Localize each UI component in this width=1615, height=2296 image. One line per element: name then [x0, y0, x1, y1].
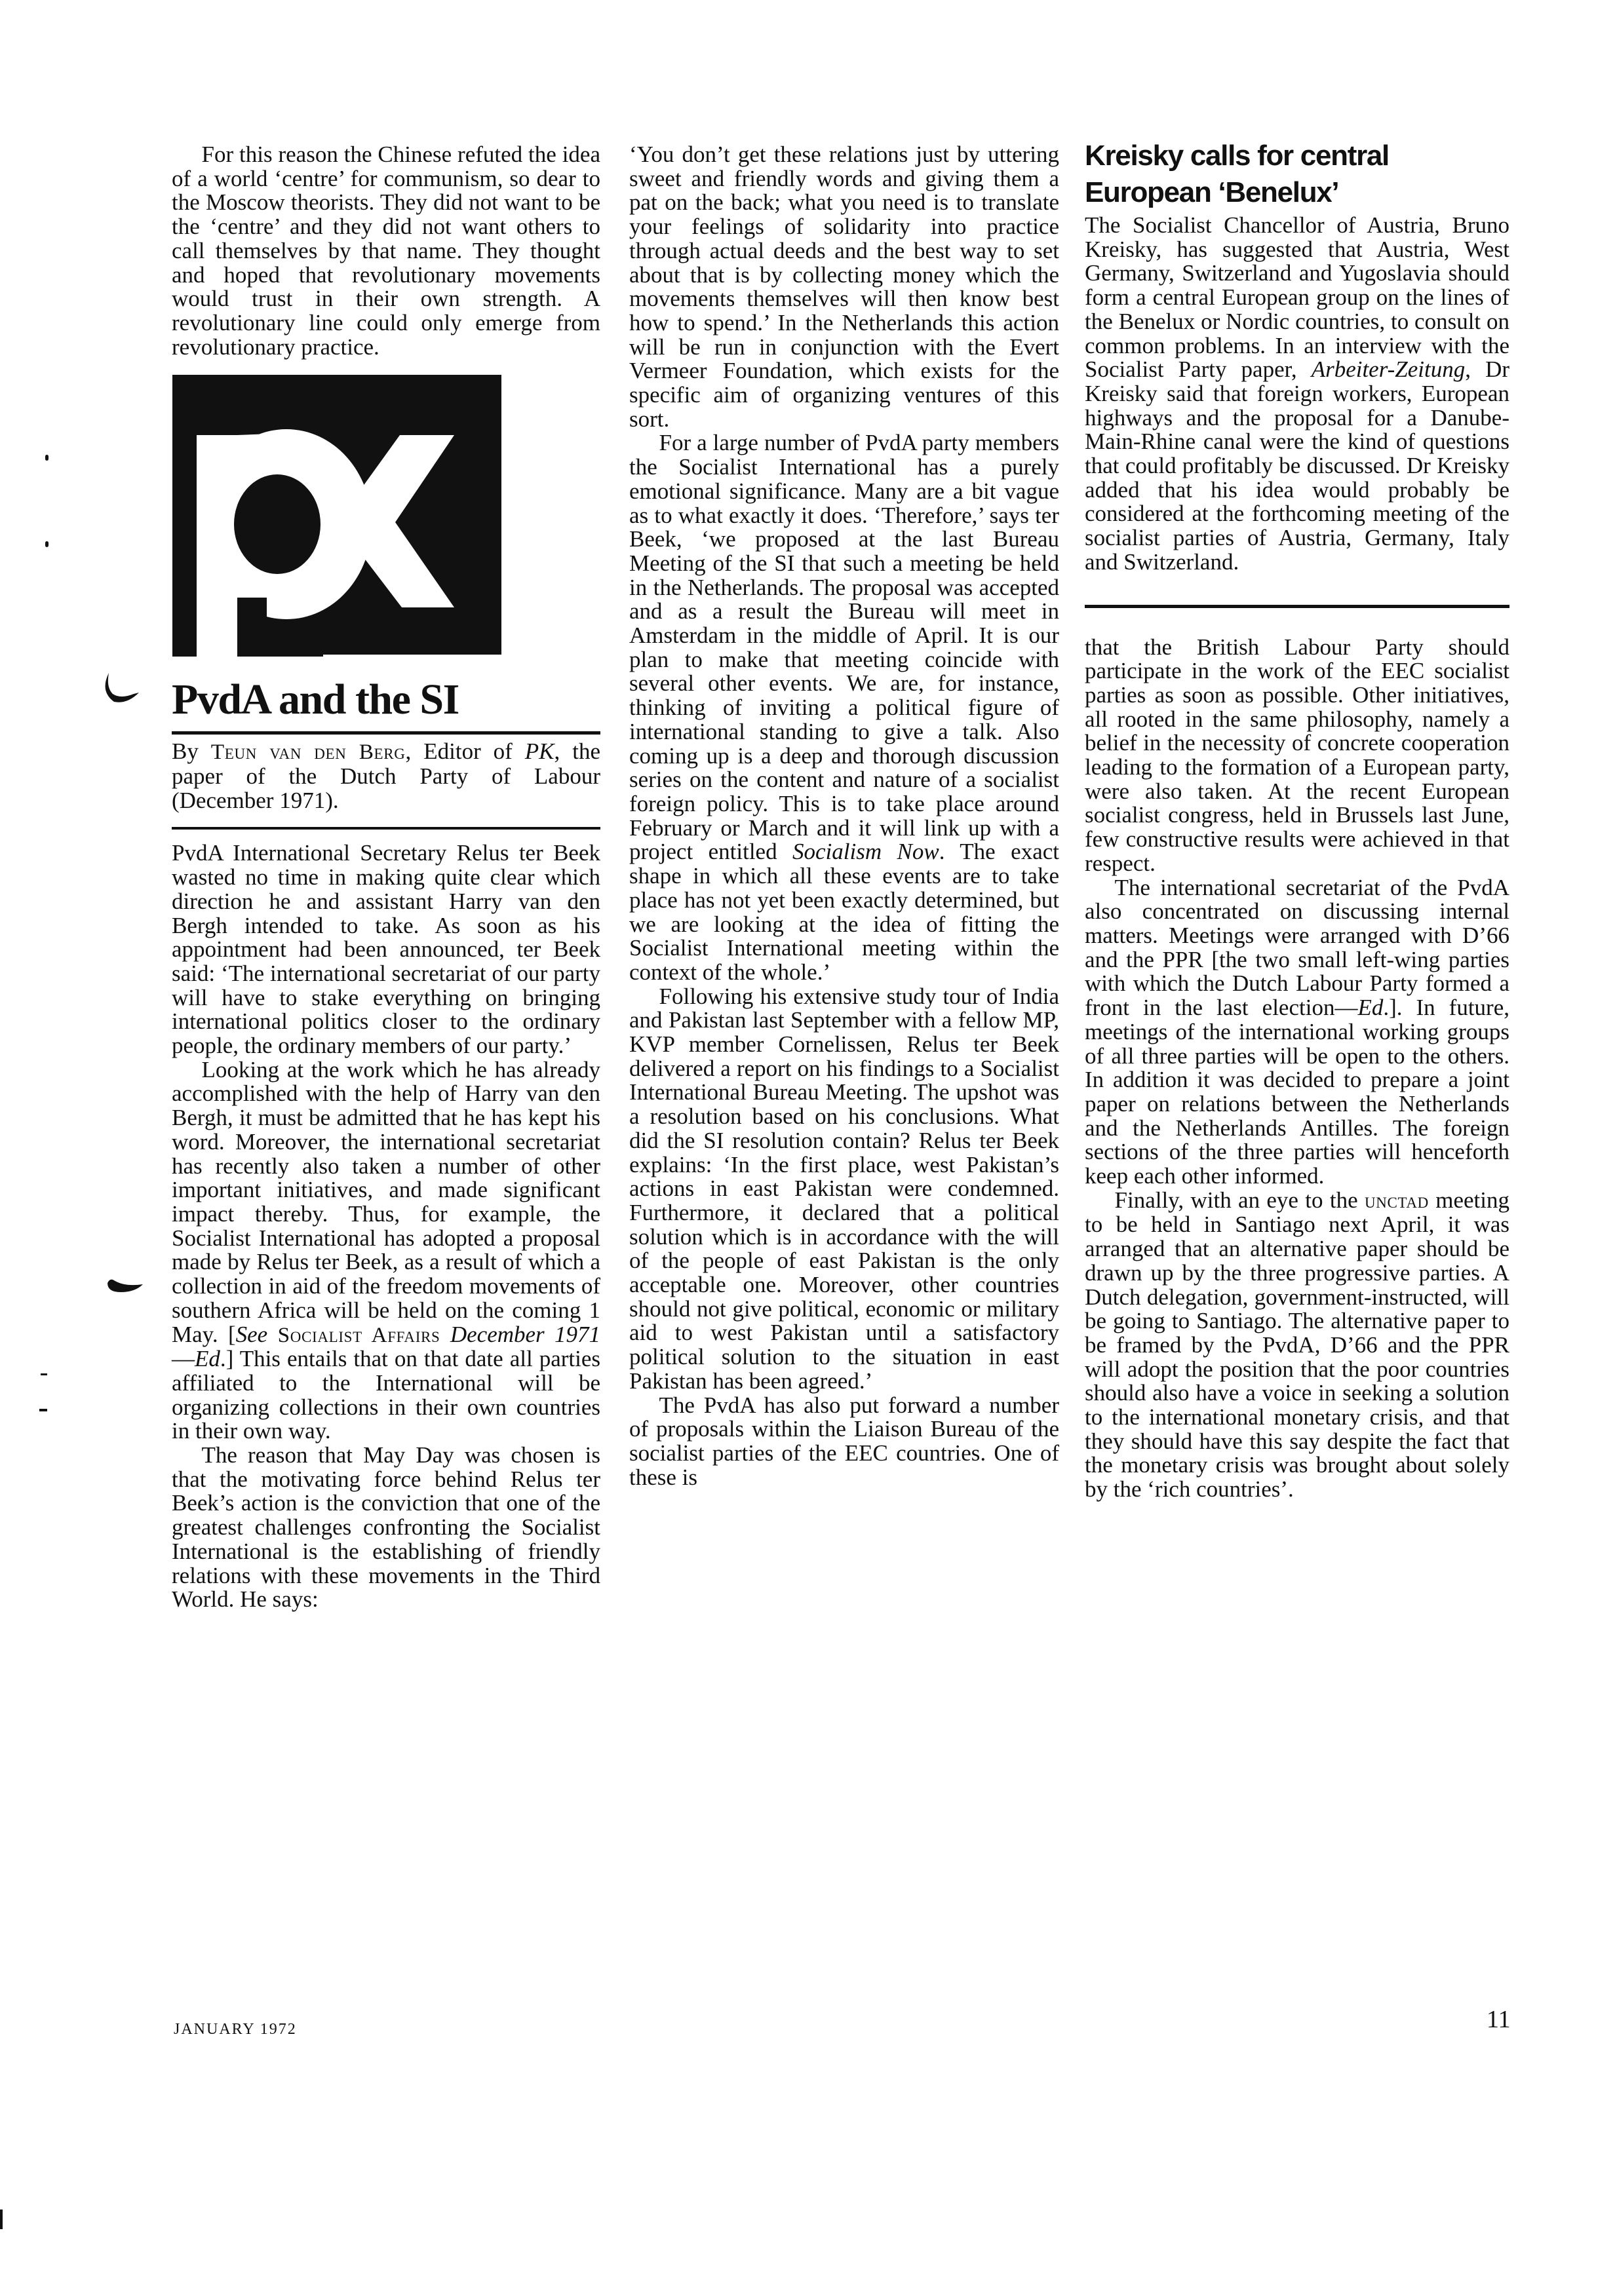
note-ed: Ed: [195, 1346, 220, 1372]
paragraph-text: Looking at the work which he has already accomplished with the help of Harry van den Bergh, it must be admitted that he has kept his word. Moreover, the international secretariat has recently also taken a number of other important initiatives, and made significant impact thereby. Thus, for example, the Socialist International has adopted a proposal made by Relus ter Beek, as a result of which a collection in aid of the freedom movements of southern Africa will be held on the coming 1 May.: [172, 1056, 600, 1347]
scan-crescent-mark: [105, 1271, 144, 1304]
byline-divider: [172, 827, 600, 830]
note-issue: December 1971: [450, 1321, 600, 1347]
note-journal: Socialist Affairs: [277, 1322, 440, 1347]
column-3: [1085, 140, 1509, 1502]
column-1: [172, 143, 600, 1612]
footer-date: JANUARY 1972: [174, 2021, 297, 2038]
sidebar-divider: [1085, 605, 1509, 608]
paragraph-text: meeting to be held in Santiago next April, it was arranged that an alternative paper should be drawn up by the three progressive parties. A Dutch: [1085, 1187, 1509, 1310]
sidebar-body: [1085, 214, 1509, 575]
byline-publication: PK: [524, 738, 555, 765]
paragraph-text: .]. In future, meetings of the international working groups of all three parties will be open to the others. In addition it was decided to prepare a joint paper on relations between the Netherlands and the Netherlands Antilles. The foreign sections of the three parties will henceforth keep each other informed.: [1085, 995, 1509, 1189]
title-divider: [172, 731, 600, 735]
sidebar-text: The Socialist Chancellor of Austria, Bruno Kreisky, has suggested that Austria, West Germany, Switzerland and Yugoslavia should form a central European group on the lines of the Benelux or Nordic countries, to consult on common problems. In an interview with the Socialist Party paper,: [1085, 212, 1509, 383]
pk-logo: [172, 375, 501, 657]
note-open: [: [218, 1321, 236, 1347]
scan-dot-mark: [45, 455, 49, 461]
scan-edge-mark: [0, 2210, 3, 2229]
scan-crescent-mark: [101, 672, 140, 704]
scan-dash-mark: [41, 1373, 47, 1375]
paragraph-text: The international secretariat of the PvdA also concentrated on discussing internal matters. Meetings were arranged with D’66 and the PPR [the two small left-wing parties with which the Dutch Labour Party formed a front in the last election—: [1085, 874, 1509, 1021]
scan-dot-mark: [45, 541, 49, 547]
unctad-abbrev: unctad: [1364, 1188, 1429, 1213]
body-paragraph: ‘You don’t get these relations just by uttering sweet and friendly words and giving them a pat on the back; what you need is to translate your feelings of solidarity into practice through actual deeds and the best way to set about that is by collecting money which the movements themselves will then know best how to spend.’ In the Netherlands this action will be run in conjunction with the Evert Vermeer Foundation, which exists for the specific aim of organizing ventures of this sort.: [629, 142, 1059, 432]
paragraph-text: For a large number of PvdA party members the Socialist International has a purely emotional significance. Many are a bit vague as to what exactly it does. ‘Therefore,’ says ter Beek, ‘we proposed at the last Bureau Meeting of the SI that such a meeting be held in the Netherlands. The proposal was accepted and as a result the Bureau will meet in Amsterdam in the middle of April. It is our plan to make that meeting coincide with several other events. We are, for instance, thinking of inviting a political figure of international standing to give a talk. Also coming up is a deep and thorough discussion series on the content and nature of a socialist foreign policy. This is to take place around February or March and it will link up with a project entitled: [629, 430, 1059, 865]
body-paragraph: that the British Labour Party should participate in the work of the EEC socialist parties as soon as possible. Other initiatives, all rooted in the same philosophy, namely a belief in the necessity of concrete cooperation leading to the formation of a European party, were also taken. At the recent European socialist congress, held in Brussels last June, few constructive results were achieved in that respect.: [1085, 634, 1509, 876]
note-after: This entails that on that date all parties affiliated to the International will be organizing collections in their own countries in their own way.: [172, 1346, 601, 1444]
paragraph-text: delegation, government-instructed, will be going to Santiago. The alternative paper to be framed by the PvdA, D’66 and the PPR will adopt the position that the poor countries should also have a voice in seeking a solution to the international monetary crisis, and that they should have this say despite the fact that the monetary crisis was brought about solely by the ‘rich countries’.: [1085, 1284, 1509, 1502]
body-paragraph: [172, 1058, 600, 1444]
column-2: [629, 143, 1059, 1489]
intro-paragraph: For this reason the Chinese refuted the idea of a world ‘centre’ for communism, so dear to the Moscow theorists. They did not want to be the ‘centre’ and they did not want others to call themselves by that name. They thought and hoped that revolutionary movements would trust in their own strength. A revolutionary line could only emerge from revolutionary practice.: [172, 142, 600, 360]
byline: [172, 740, 600, 813]
paragraph-text: . The exact shape in which all these events are to take place has not yet been exactly determined, but we are looking at the idea of fitting the Socialist International meeting within the context of the whole.’: [629, 839, 1059, 985]
byline-mid: , Editor of: [405, 738, 525, 765]
sidebar-title-line: European ‘Benelux’: [1085, 176, 1339, 208]
byline-author: Teun van den Berg: [210, 740, 406, 765]
article-title: PvdA and the SI: [172, 676, 459, 724]
scan-dash-mark: [39, 1409, 47, 1411]
body-paragraph: [1085, 876, 1509, 1189]
pk-logo-icon: [172, 375, 501, 657]
note-see: See: [235, 1321, 268, 1347]
paragraph-text: Finally, with an eye to the: [1114, 1187, 1365, 1213]
body-paragraph: PvdA International Secretary Relus ter Beek wasted no time in making quite clear which direction he and assistant Harry van den Bergh intended to take. As soon as his appointment had been announced, ter Beek said: ‘The international secretariat of our party will have to stake everything on bringing international politics closer to the ordinary people, the ordinary members of our party.’: [172, 840, 600, 1059]
sidebar-title-line: Kreisky calls for central: [1085, 140, 1389, 172]
body-paragraph: Following his extensive study tour of India and Pakistan last September with a fellow MP, KVP member Cornelissen, Relus ter Beek delivered a report on his findings to a Socialist International Bureau Meeting. The upshot was a resolution based on his conclusions. What did the SI resolution contain? Relus ter Beek explains: ‘In the first place, west Pakistan’s actions in east Pakistan were condemned. Furthermore, it declared that a political solution which is in accordance with the will of the people of east Pakistan is the only acceptable one. Moreover, other countries should not give political, economic or military aid to west Pakistan until a satisfactory political solution to the situation in east Pakistan has been agreed.’: [629, 983, 1059, 1394]
body-paragraph: The reason that May Day was chosen is that the motivating force behind Relus ter Beek’s action is the conviction that one of the greatest challenges confronting the Socialist International is the establishing of friendly relations with these movements in the Third World. He says:: [172, 1442, 600, 1613]
note-close: .]: [220, 1346, 240, 1372]
sidebar-text: , Dr Kreisky said that foreign workers, European highways and the proposal for a Danube-Main-Rhine canal were the kind of questions that could profitably be discussed. Dr Kreisky added that his idea would probably be considered at the forthcoming meeting of the socialist parties of Austria, Germany, Italy and Switzerland.: [1085, 356, 1509, 575]
body-paragraph: [1085, 1189, 1509, 1502]
page-number: 11: [1487, 2006, 1511, 2033]
sidebar-paper-name: Arbeiter-Zeitung: [1311, 356, 1466, 383]
note-dash: —: [172, 1346, 195, 1372]
note-ed: Ed: [1357, 995, 1384, 1021]
project-title: Socialism Now: [792, 839, 939, 865]
body-paragraph: The PvdA has also put forward a number of proposals within the Liaison Bureau of the socialist parties of the EEC countries. One of these is: [629, 1392, 1059, 1490]
sidebar-title: [1085, 138, 1509, 211]
body-paragraph: [629, 431, 1059, 984]
byline-prefix: By: [172, 738, 211, 765]
byline-suffix: , the paper of the Dutch Party of Labour (December 1971).: [172, 738, 600, 813]
